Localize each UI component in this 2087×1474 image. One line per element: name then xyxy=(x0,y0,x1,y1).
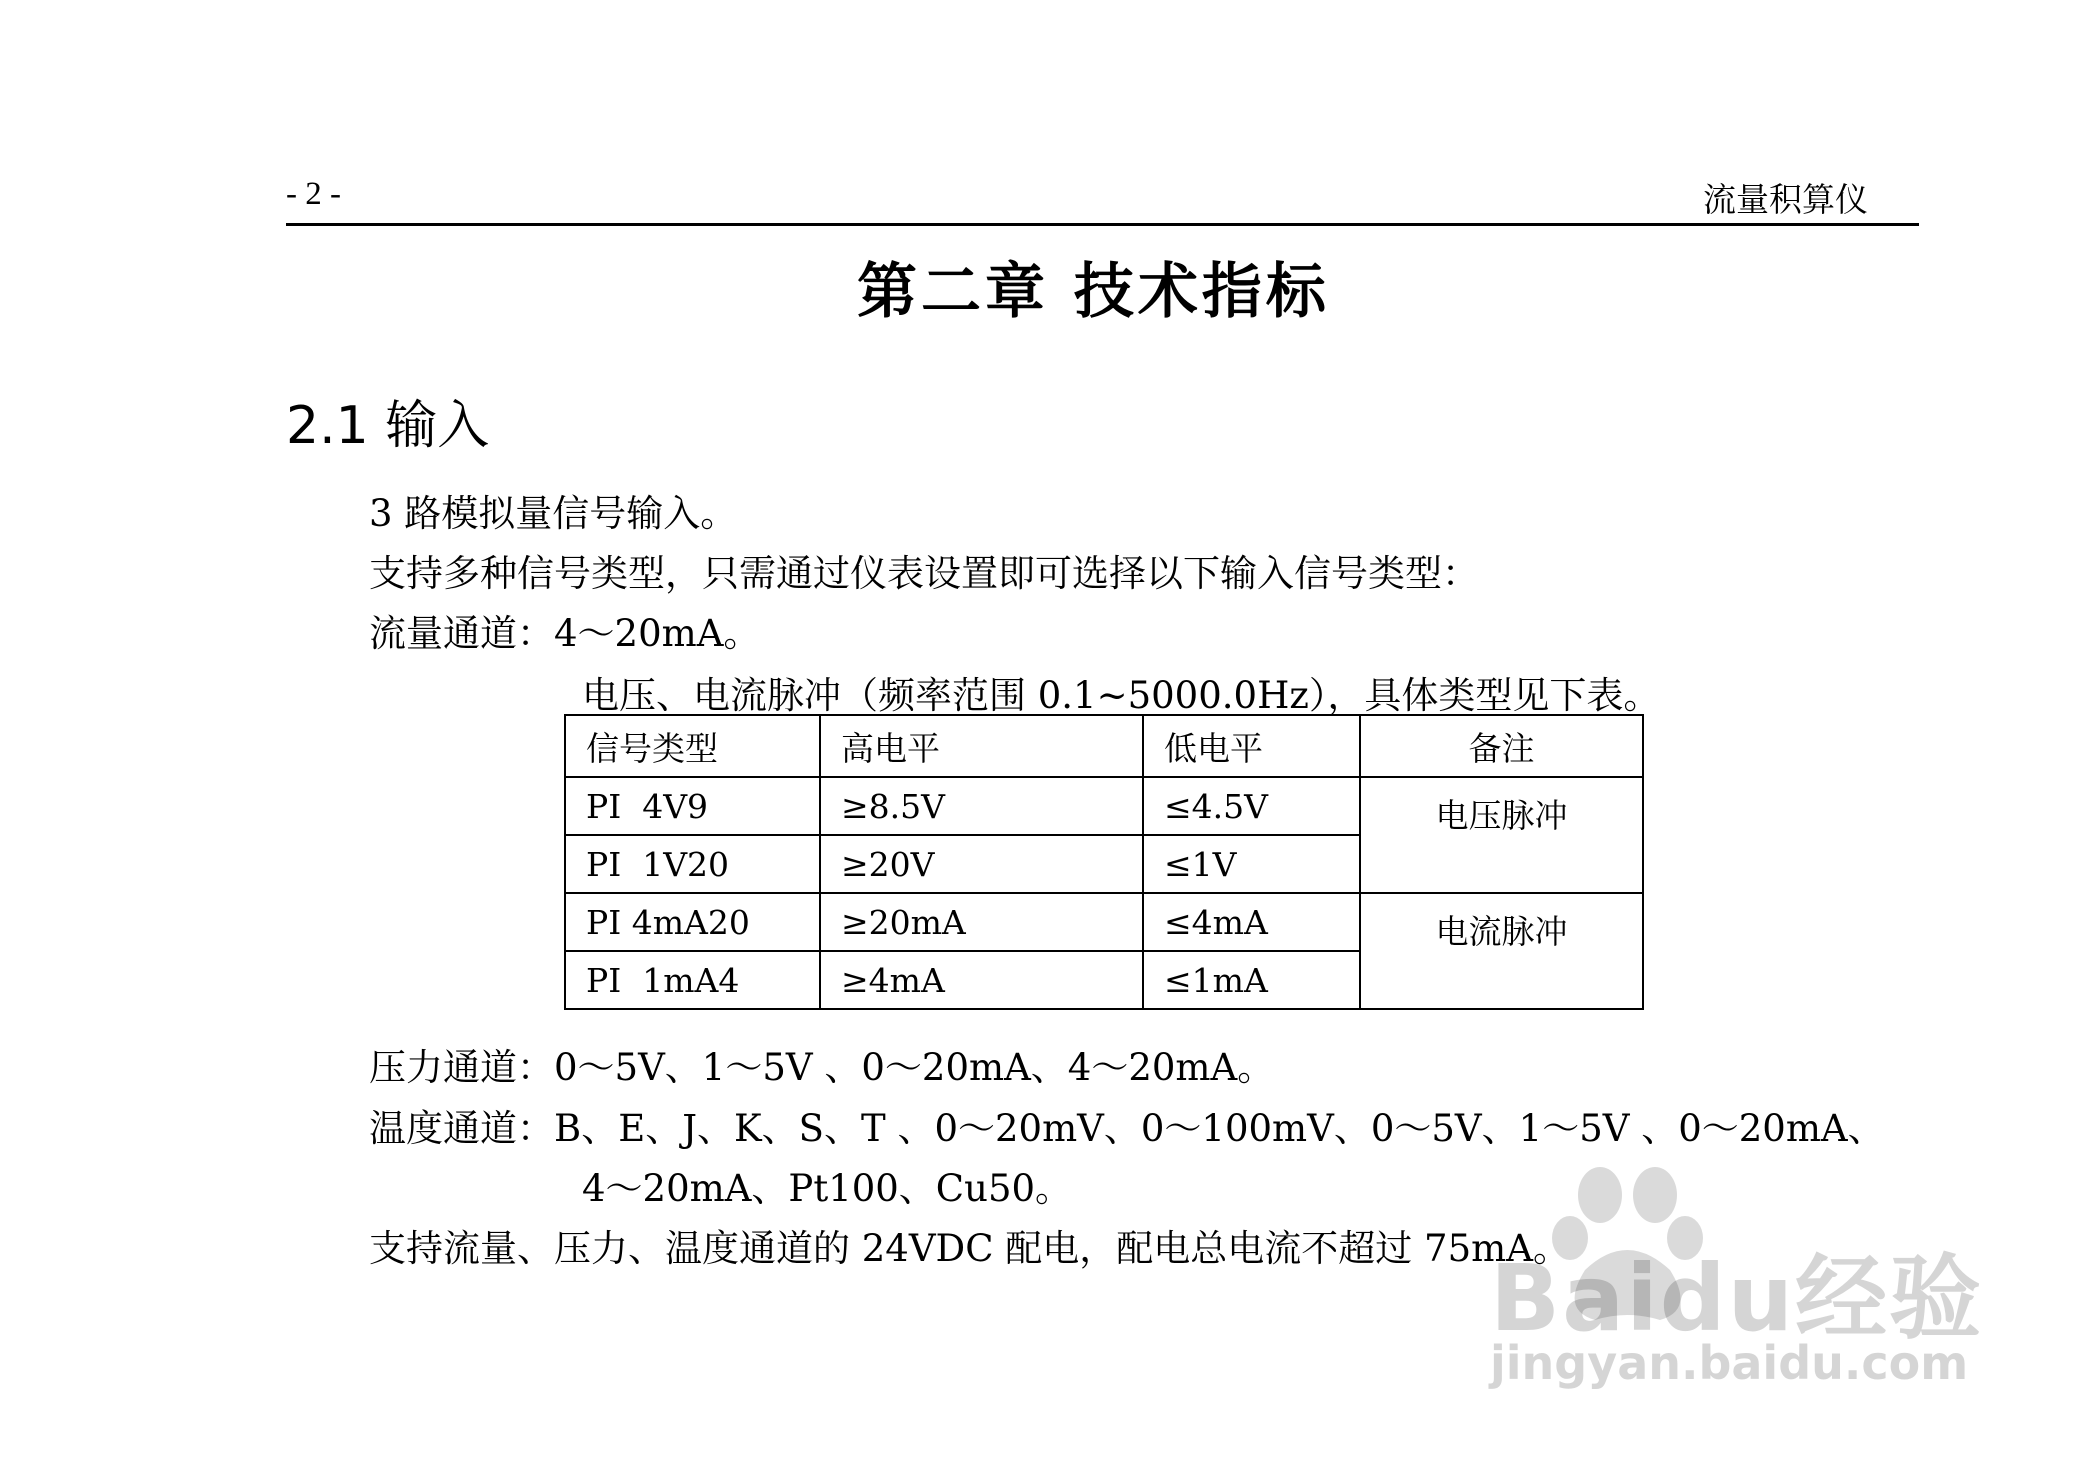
header-low-level: 低电平 xyxy=(1143,715,1360,777)
signal-type-cell: PI 1mA4 xyxy=(565,951,820,1009)
signal-type-cell: PI 4V9 xyxy=(565,777,820,835)
watermark-url: jingyan.baidu.com xyxy=(1490,1336,1969,1390)
signal-type-cell: PI 1V20 xyxy=(565,835,820,893)
pulse-signal-table xyxy=(564,714,1644,1010)
chapter-title: 第二章 技术指标 xyxy=(857,257,1330,327)
page-number: - 2 - xyxy=(286,176,341,212)
header-signal-type: 信号类型 xyxy=(565,715,820,777)
low-level-cell: ≤1V xyxy=(1143,835,1360,893)
header-rule xyxy=(286,223,1919,226)
table-row xyxy=(565,893,1643,951)
low-level-cell: ≤1mA xyxy=(1143,951,1360,1009)
high-level-cell: ≥20V xyxy=(820,835,1143,893)
header-remark: 备注 xyxy=(1360,715,1643,777)
power-supply-text: 支持流量、压力、温度通道的 24VDC 配电，配电总电流不超过 75mA。 xyxy=(369,1227,1570,1270)
remark-voltage-pulse: 电压脉冲 xyxy=(1360,777,1643,893)
section-title: 2.1 输入 xyxy=(286,396,490,456)
temperature-channel-text-cont: 4～20mA、Pt100、Cu50。 xyxy=(582,1167,1073,1210)
high-level-cell: ≥20mA xyxy=(820,893,1143,951)
pressure-channel-text: 压力通道：0～5V、1～5V 、0～20mA、4～20mA。 xyxy=(369,1046,1275,1089)
watermark-brand: Baidu经验 xyxy=(1490,1245,1984,1352)
flow-channel-text: 流量通道：4～20mA。 xyxy=(369,612,761,655)
table-header-row xyxy=(565,715,1643,777)
header-high-level: 高电平 xyxy=(820,715,1143,777)
temperature-channel-text: 温度通道：B、E、J、K、S、T 、0～20mV、0～100mV、0～5V、1～5V 、0～20mA、 xyxy=(369,1107,1885,1150)
pulse-note-text: 电压、电流脉冲（频率范围 0.1~5000.0Hz），具体类型见下表。 xyxy=(582,674,1661,717)
table-row xyxy=(565,777,1643,835)
low-level-cell: ≤4.5V xyxy=(1143,777,1360,835)
signal-types-intro: 支持多种信号类型，只需通过仪表设置即可选择以下输入信号类型： xyxy=(369,552,1479,595)
remark-current-pulse: 电流脉冲 xyxy=(1360,893,1643,1009)
high-level-cell: ≥8.5V xyxy=(820,777,1143,835)
analog-inputs-text: 3 路模拟量信号输入。 xyxy=(369,492,738,535)
running-title: 流量积算仪 xyxy=(1703,180,1868,219)
low-level-cell: ≤4mA xyxy=(1143,893,1360,951)
high-level-cell: ≥4mA xyxy=(820,951,1143,1009)
signal-type-cell: PI 4mA20 xyxy=(565,893,820,951)
